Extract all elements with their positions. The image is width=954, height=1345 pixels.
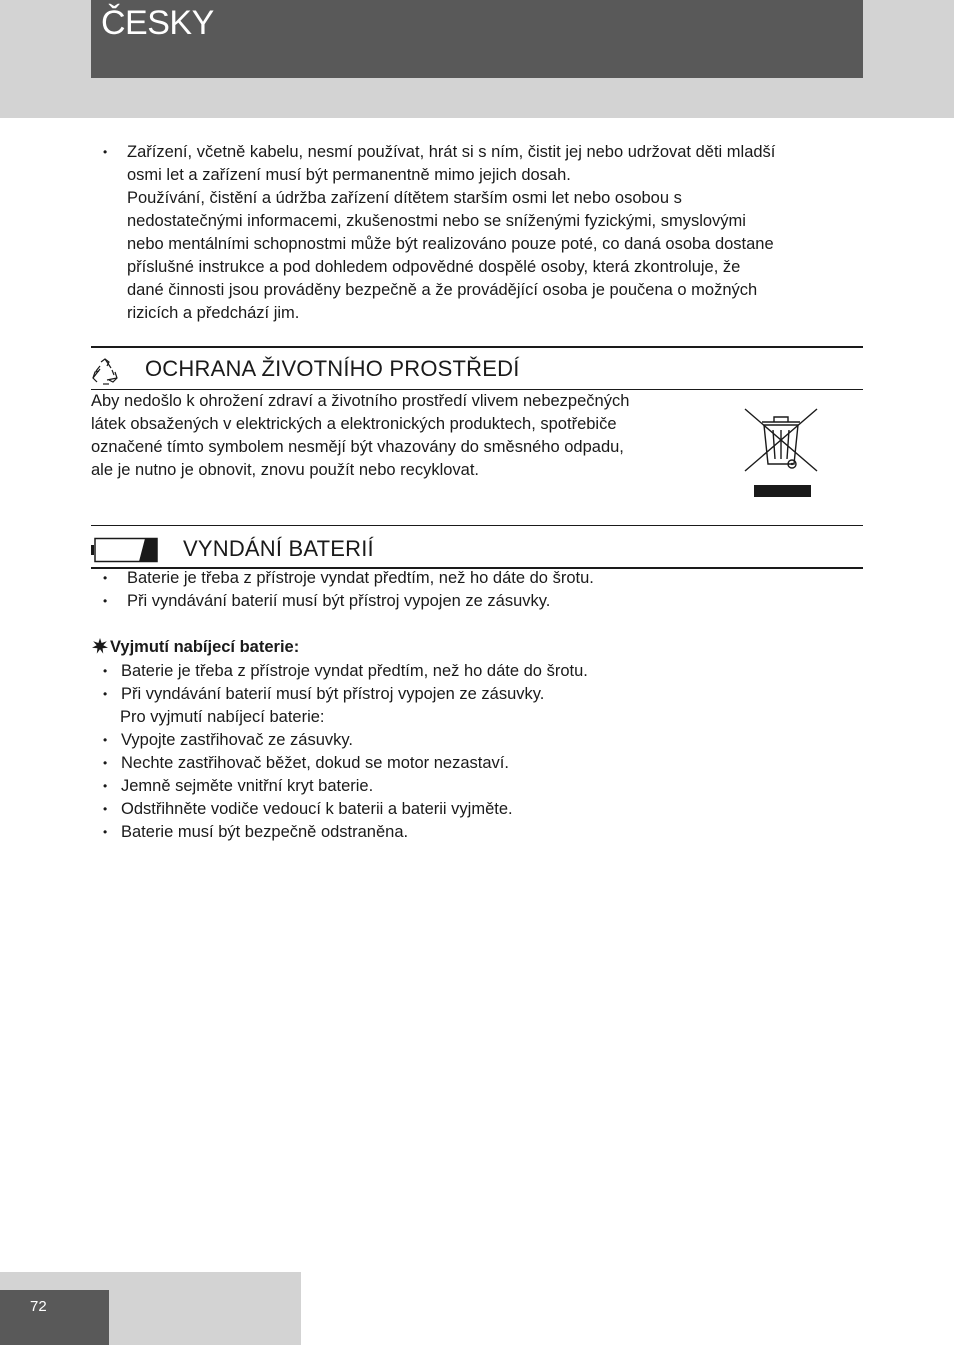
list-note-text: Pro vyjmutí nabíjecí baterie: — [120, 708, 325, 726]
list-item-text: Baterie je třeba z přístroje vyndat předtím, než ho dáte do šrotu. — [121, 662, 588, 680]
environment-line: Aby nedošlo k ohrožení zdraví a životního prostředí vlivem nebezpečných — [91, 392, 630, 410]
batteries-list — [103, 567, 863, 613]
rechargeable-heading — [91, 637, 299, 657]
list-item — [103, 752, 863, 775]
list-item — [103, 798, 863, 821]
intro-list — [103, 141, 873, 325]
bullet-dot: • — [103, 733, 108, 747]
environment-line: označené tímto symbolem nesmějí být vhazovány do směsného odpadu, — [91, 438, 624, 456]
section-rule-top — [91, 346, 863, 348]
list-item — [103, 567, 863, 590]
list-item-text: Baterie je třeba z přístroje vyndat předtím, než ho dáte do šrotu. — [127, 569, 594, 587]
intro-line-2: osmi let a zařízení musí být permanentně mimo jejich dosah. — [127, 166, 571, 184]
bullet-dot: • — [103, 687, 108, 701]
recycle-icon — [91, 358, 119, 386]
batteries-title: VYNDÁNÍ BATERIÍ — [183, 536, 374, 561]
list-item-text: Při vyndávání baterií musí být přístroj vypojen ze zásuvky. — [121, 685, 545, 703]
bullet-dot: • — [103, 825, 108, 839]
bullet-dot: • — [103, 756, 108, 770]
intro-paragraph: Používání, čistění a údržba zařízení dítětem starším osmi let nebo osobou s nedostatečnými informacemi, zkušenostmi nebo se sníženými fyzickými, smyslovými nebo mentálními schopnostmi může být realizováno pouze poté, co daná osoba dostane příslušné instrukce a pod dohledem odpovědné dospělé osoby, která zkontroluje, že dané činnosti jsou prováděny bezpečně a že provádějící osoba je poučena o možných rizicích a předchází jim. — [127, 189, 774, 322]
list-item-text: Při vyndávání baterií musí být přístroj vypojen ze zásuvky. — [127, 592, 551, 610]
intro-line-1: Zařízení, včetně kabelu, nesmí používat, hrát si s ním, čistit jej nebo udržovat děti mladší — [127, 143, 776, 161]
list-item-text: Nechte zastřihovač běžet, dokud se motor nezastaví. — [121, 754, 509, 772]
battery-icon — [91, 537, 159, 563]
list-item-text: Vypojte zastřihovač ze zásuvky. — [121, 731, 354, 749]
list-item — [103, 660, 863, 683]
bullet-dot: • — [103, 571, 108, 585]
list-item-text: Jemně sejměte vnitřní kryt baterie. — [121, 777, 374, 795]
bullet-dot: • — [103, 594, 108, 608]
list-item — [103, 141, 873, 325]
bullet-dot: • — [103, 145, 108, 159]
list-item — [103, 590, 863, 613]
section-rule-top — [91, 525, 863, 526]
environment-line: ale je nutno je obnovit, znovu použít nebo recyklovat. — [91, 461, 479, 479]
bullet-dot: • — [103, 664, 108, 678]
page-language-title: ČESKY — [101, 4, 214, 42]
crossed-out-bin-icon — [742, 406, 820, 500]
list-item — [103, 775, 863, 798]
list-item-text: Odstřihněte vodiče vedoucí k baterii a baterii vyjměte. — [121, 800, 513, 818]
list-item — [103, 683, 863, 706]
bullet-dot: • — [103, 779, 108, 793]
star-icon — [91, 637, 109, 655]
header-bar — [91, 0, 863, 78]
environment-text — [91, 390, 711, 482]
environment-line: látek obsažených v elektrických a elektronických produktech, spotřebiče — [91, 415, 617, 433]
rechargeable-list — [103, 660, 863, 844]
list-item — [103, 729, 863, 752]
list-note — [103, 706, 863, 729]
rechargeable-heading-text: Vyjmutí nabíjecí baterie: — [110, 638, 300, 656]
page-number: 72 — [30, 1298, 47, 1315]
environment-title: OCHRANA ŽIVOTNÍHO PROSTŘEDÍ — [145, 356, 520, 381]
list-item-text: Baterie musí být bezpečně odstraněna. — [121, 823, 409, 841]
page-number-box — [0, 1290, 109, 1345]
list-item — [103, 821, 863, 844]
bullet-dot: • — [103, 802, 108, 816]
